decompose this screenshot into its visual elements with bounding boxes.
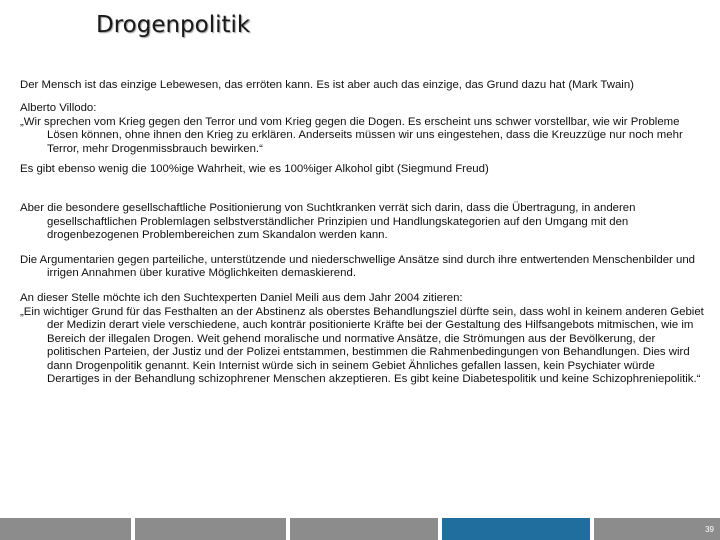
slide-content xyxy=(20,79,705,386)
paragraph-villodo-quote xyxy=(20,102,705,156)
paragraph-text: Aber die besondere gesellschaftliche Positionierung von Suchtkranken verrät sich darin, dass die Übertragung, in anderen gesellschaftlichen Problemlagen selbstverständlicher Prinzipien und Handlungskategorien auf den Umgang mit den drogenbezogenen Problembereichen zum Skandalon werden kann. xyxy=(20,202,636,242)
paragraph-text: „Ein wichtiger Grund für das Festhalten an der Abstinenz als oberstes Behandlungsziel dürfte sein, dass wohl in keinem anderen Gebiet der Medizin derart viele verschiedene, auch konträr positionierte Kräfte bei der Gestaltung des Hilfsangebots mitmischen, wie im Bereich der illegalen Drogen. Weit gehend moralische und normative Ansätze, die Strömungen aus der Bevölkerung, der politischen Parteien, der Justiz und der Polizei entstammen, bestimmen die Rahmenbedingungen von Behandlungen. Dies wird dann Drogenpolitik genannt. Kein Internist würde sich in seinem Gebiet Ähnliches gefallen lassen, kein Psychiater würde Derartiges in der Behandlung schizophrener Menschen akzeptieren. Es gibt keine Diabetespolitik und keine Schizophreniepolitik.“ xyxy=(20,305,704,385)
paragraph-positionierung xyxy=(20,202,705,242)
paragraph-heading: An dieser Stelle möchte ich den Suchtexperten Daniel Meili aus dem Jahr 2004 zitieren: xyxy=(20,292,463,305)
paragraph-argumentarien xyxy=(20,254,705,281)
footer-segment xyxy=(135,518,286,540)
slide-title: Drogenpolitik xyxy=(96,12,251,38)
paragraph-text: Die Argumentarien gegen parteiliche, unterstützende und niederschwellige Ansätze sind durch ihre entwertenden Menschenbilder und irrigen Annahmen über kurative Möglichkeiten demaskierend. xyxy=(20,253,696,280)
paragraph-freud-quote xyxy=(20,163,705,176)
paragraph-meili-quote xyxy=(20,292,705,386)
footer-segment-accent xyxy=(442,518,590,540)
paragraph-text: „Wir sprechen vom Krieg gegen den Terror und vom Krieg gegen die Dogen. Es erscheint uns schwer vorstellbar, wie wir Probleme Lösen können, ohne ihnen den Krieg zu erklären. Anderseits müssen wir uns eingestehen, dass die Kreuzzüge nur noch mehr Terror, mehr Drogenmissbrauch bewirken.“ xyxy=(20,115,683,155)
footer-bar xyxy=(0,518,720,540)
page-number: 39 xyxy=(705,525,714,534)
paragraph-heading: Alberto Villodo: xyxy=(20,102,97,115)
footer-segment xyxy=(290,518,438,540)
footer-segment xyxy=(594,518,720,540)
paragraph-mark-twain-quote xyxy=(20,79,705,92)
paragraph-text: Es gibt ebenso wenig die 100%ige Wahrheit, wie es 100%iger Alkohol gibt (Siegmund Freud) xyxy=(20,163,489,176)
footer-segment xyxy=(0,518,131,540)
paragraph-text: Der Mensch ist das einzige Lebewesen, das erröten kann. Es ist aber auch das einzige, das Grund dazu hat (Mark Twain) xyxy=(20,79,634,91)
